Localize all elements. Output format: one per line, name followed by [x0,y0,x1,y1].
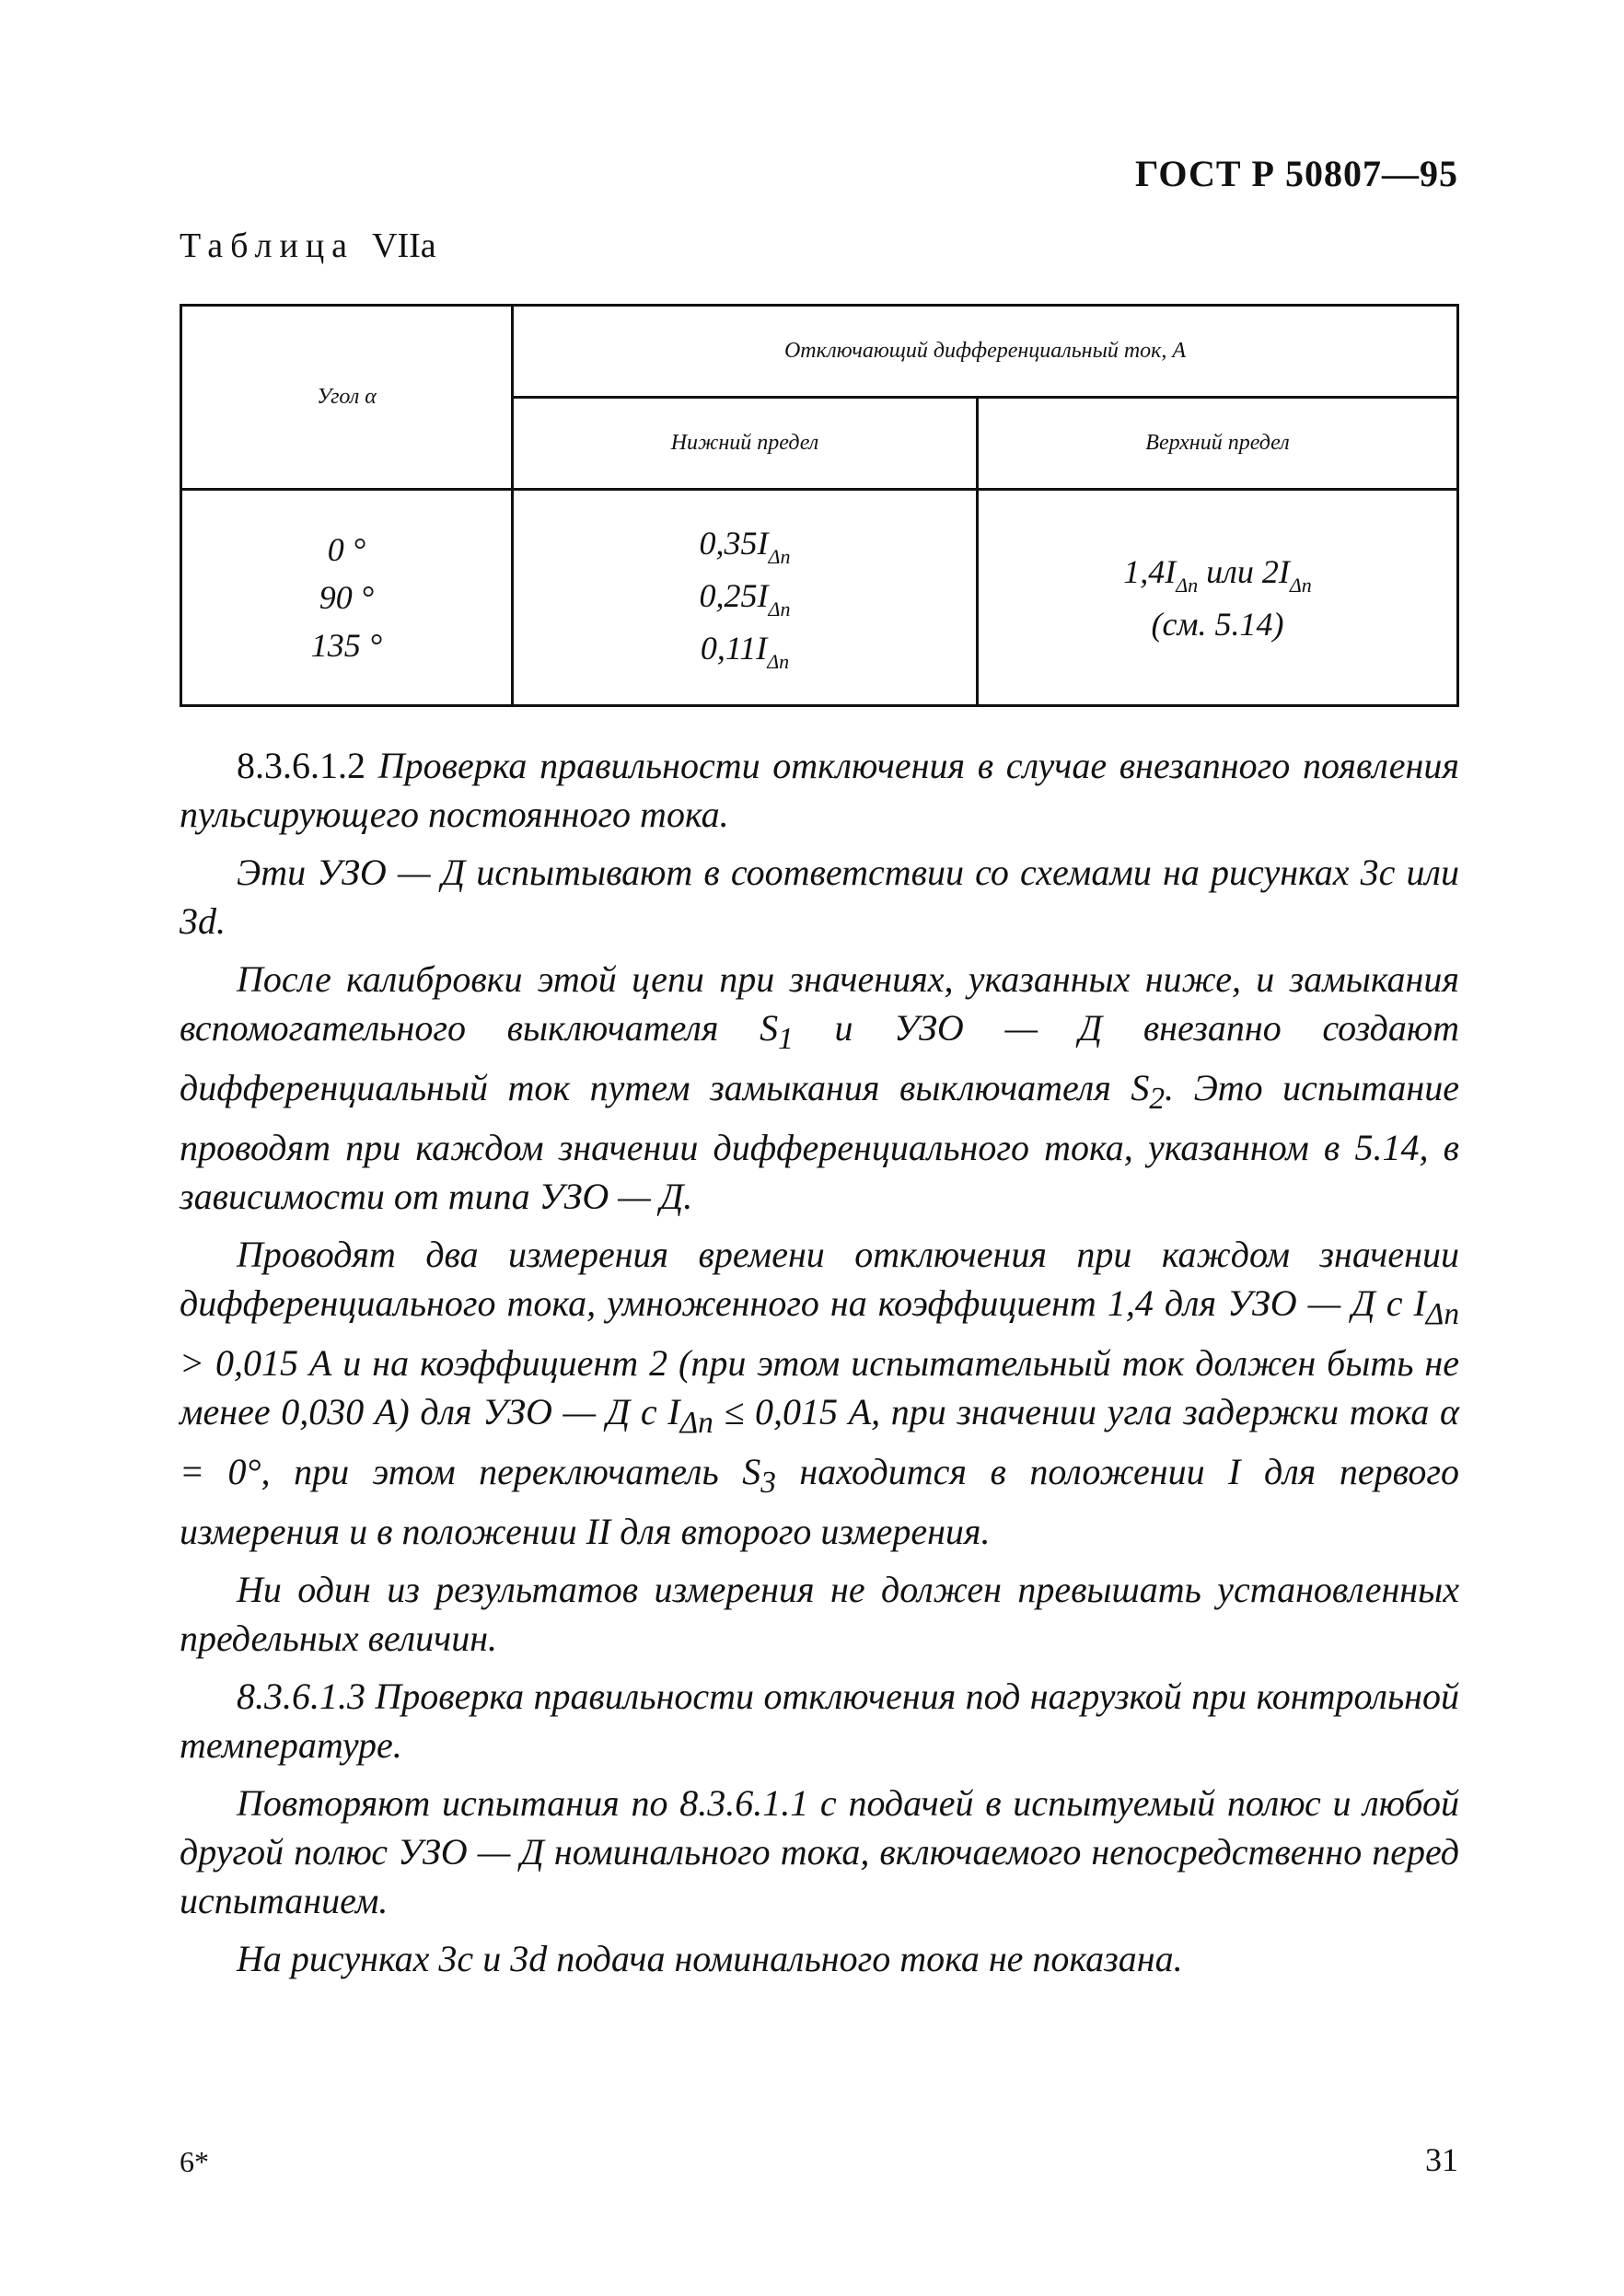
paragraph: Проводят два измерения времени отключения при каждом значении дифференциального тока, умноженного на коэффициент 1,4 для УЗО — Д с $I_{\Delta n} > 0,015$ А и на коэффициент 2 (при этом испытательный ток должен быть не менее 0,030 А) для УЗО — Д с $I_{\Delta n} \le 0,015$ А, при значении угла задержки тока α = 0°, при этом переключатель $S_3$ находится в положении I для первого измерения и в положении II для второго измерения. [180,1234,1460,1552]
paragraph: После калибровки этой цепи при значениях, указанных ниже, и замыкания вспомогательного выключателя $S_1$ и УЗО — Д внезапно создают дифференциальный ток путем замыкания выключателя $S_2$. Это испытание проводят при каждом значении дифференциального тока, указанном в 5.14, в зависимости от типа УЗО — Д. [180,958,1460,1217]
angle-value: 90 ° [319,579,375,616]
document-header: ГОСТ Р 50807—95 [1134,153,1458,194]
angle-value: 0 ° [327,531,366,568]
upper-limit-value: $1,4I_{\Delta n}$ или $2I_{\Delta n}$ [1123,552,1312,597]
clause-number: 8.3.6.1.2 [237,745,365,786]
paragraph-8-3-6-1-3: 8.3.6.1.3 Проверка правильности отключения под нагрузкой при контрольной температуре. [180,1676,1459,1766]
header-upper-limit: Верхний предел [978,398,1458,490]
angle-values-cell [181,490,513,706]
paragraph: Ни один из результатов измерения не должен превышать установленных предельных величин. [180,1569,1459,1659]
header-tripping-current: Отключающий дифференциальный ток, А [513,306,1458,398]
header-angle: Угол α [181,306,513,490]
table-row [181,490,1458,706]
angle-value: 135 ° [310,627,383,664]
paragraph: Повторяют испытания по 8.3.6.1.1 с подачей в испытуемый полюс и любой другой полюс УЗО — Д номинального тока, включаемого непосредственно перед испытанием. [180,1782,1459,1921]
lower-limit-value: $0,11I_{\Delta n}$ [700,629,790,673]
page-number: 31 [1425,2141,1458,2178]
lower-limit-cell [513,490,978,706]
table-caption-word: Таблица [180,226,355,265]
body-text [180,741,1459,1983]
table-caption [180,226,436,266]
upper-limit-reference: (см. 5.14) [1151,605,1284,643]
table-header-row [181,306,1458,398]
paragraph-8-3-6-1-2: 8.3.6.1.2 Проверка правильности отключения в случае внезапного появления пульсирующего постоянного тока. [180,745,1459,835]
lower-limit-value: $0,35I_{\Delta n}$ [699,524,791,568]
lower-limit-value: $0,25I_{\Delta n}$ [699,576,791,620]
footer-signature-mark: 6* [180,2145,209,2178]
tripping-current-table [180,304,1459,707]
table-caption-number: VIIa [372,226,436,265]
upper-limit-cell [978,490,1458,706]
header-lower-limit: Нижний предел [513,398,978,490]
paragraph: Эти УЗО — Д испытывают в соответствии со схемами на рисунках 3с или 3d. [180,852,1459,942]
paragraph: На рисунках 3с и 3d подача номинального тока не показана. [237,1938,1183,1979]
